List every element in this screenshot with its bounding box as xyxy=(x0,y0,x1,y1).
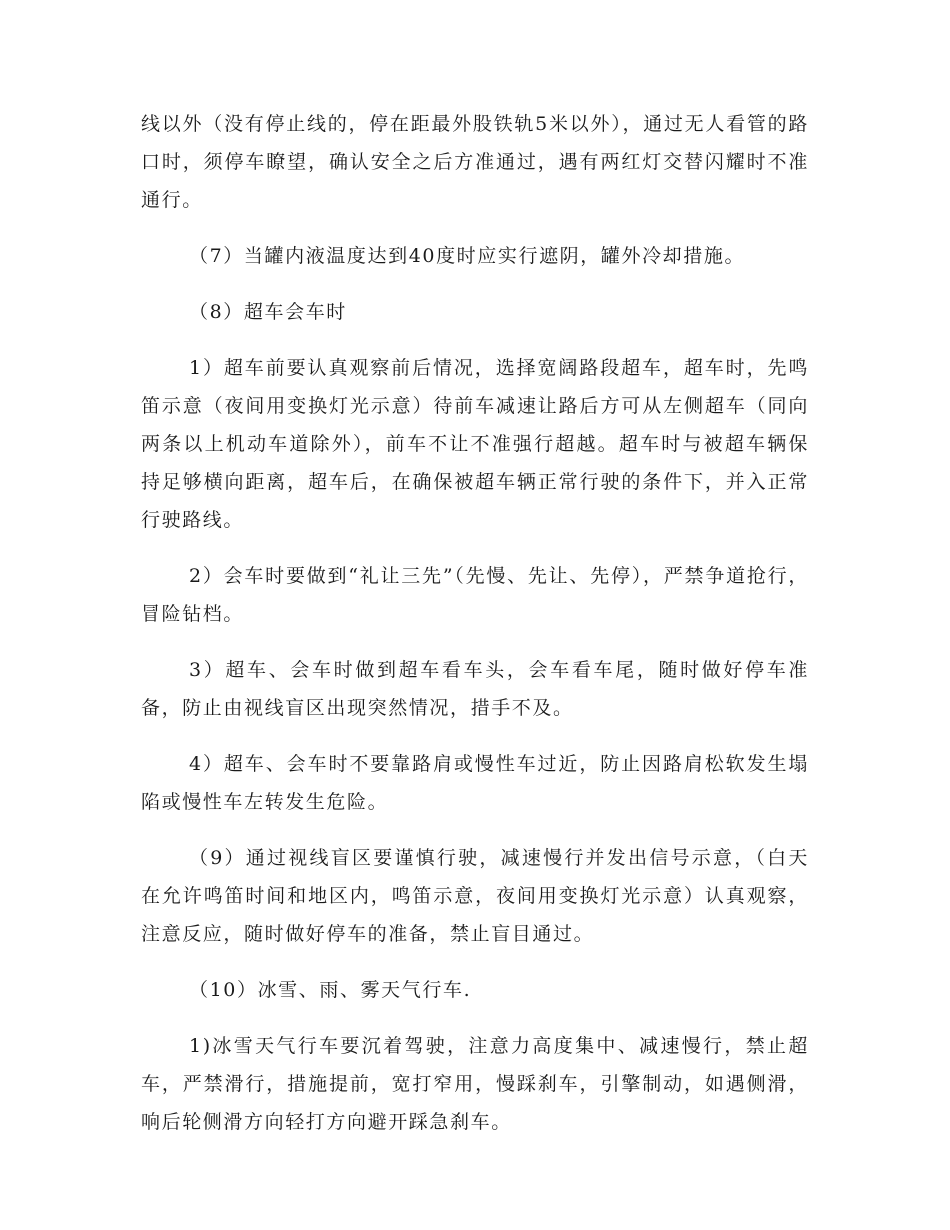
paragraph-item-8-heading: （8）超车会车时 xyxy=(189,301,347,323)
paragraph-item-9: （9）通过视线盲区要谨慎行驶，减速慢行并发出信号示意，（白天在允许鸣笛时间和地区内，鸣笛示意，夜间用变换灯光示意）认真观察，注意反应，随时做好停车的准备，禁止盲目通过。 xyxy=(141,847,809,945)
paragraph-item-7: （7）当罐内液温度达到40度时应实行遮阴，罐外冷却措施。 xyxy=(189,245,746,267)
paragraph-item-8-4: 4）超车、会车时不要靠路肩或慢性车过近，防止因路肩松软发生塌陷或慢性车左转发生危险。 xyxy=(141,753,809,813)
paragraph-item-8-1: 1）超车前要认真观察前后情况，选择宽阔路段超车，超车时，先鸣笛示意（夜间用变换灯光示意）待前车减速让路后方可从左侧超车（同向两条以上机动车道除外），前车不让不准强行超越。超车时与被超车辆保持足够横向距离，超车后，在确保被超车辆正常行驶的条件下，并入正常行驶路线。 xyxy=(141,357,809,531)
paragraph-item-8-3: 3）超车、会车时做到超车看车头，会车看车尾，随时做好停车准备，防止由视线盲区出现突然情况，措手不及。 xyxy=(141,659,809,719)
paragraph-item-8-2: 2）会车时要做到“礼让三先”（先慢、先让、先停），严禁争道抢行，冒险钻档。 xyxy=(141,565,809,625)
paragraph-item-10-heading: （10）冰雪、雨、雾天气行车. xyxy=(189,979,472,1001)
paragraph-item-10-1: 1)冰雪天气行车要沉着驾驶，注意力高度集中、减速慢行，禁止超车，严禁滑行，措施提前，宽打窄用，慢踩刹车，引擎制动，如遇侧滑，响后轮侧滑方向轻打方向避开踩急刹车。 xyxy=(141,1035,809,1133)
document-body xyxy=(141,105,809,1141)
paragraph-continuation: 线以外（没有停止线的，停在距最外股铁轨5米以外），通过无人看管的路口时，须停车瞭望，确认安全之后方准通过，遇有两红灯交替闪耀时不准通行。 xyxy=(141,113,809,211)
